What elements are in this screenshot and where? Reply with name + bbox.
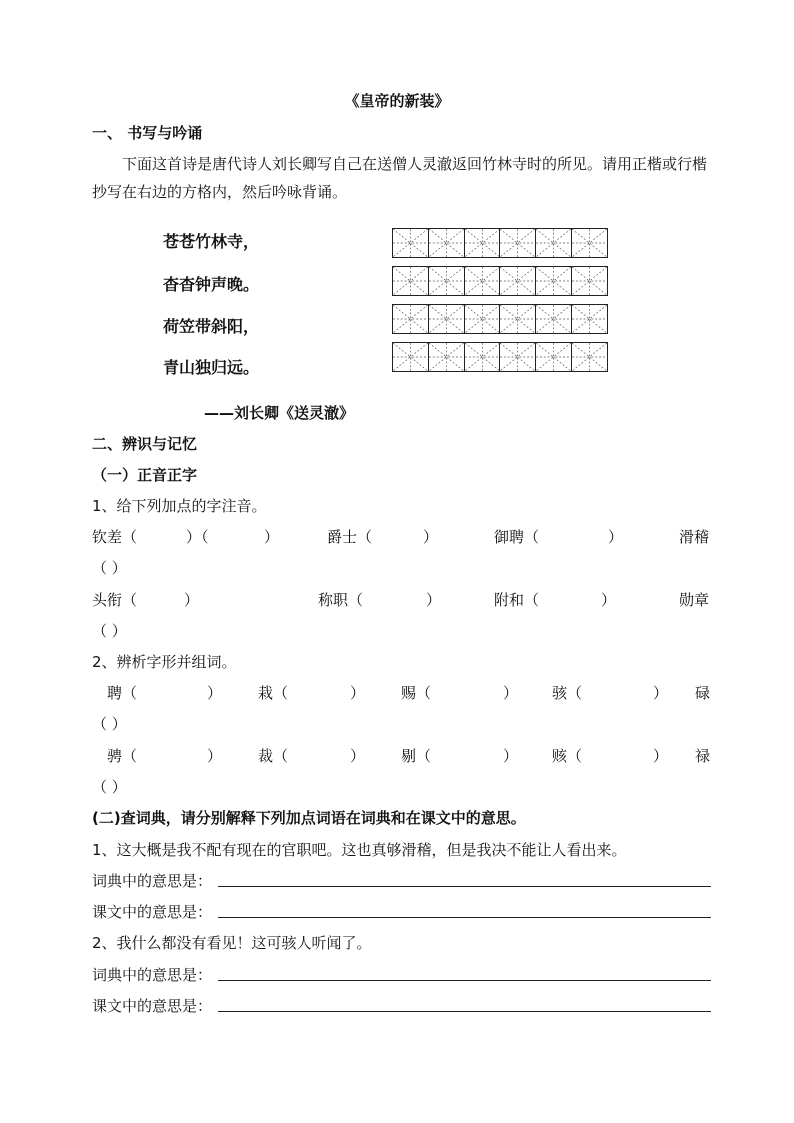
pinyin-item: 御聘（: [494, 528, 540, 546]
sub2-q2-sentence: 2、我什么都没有看见！这可骇人听闻了。: [92, 934, 372, 952]
dict-meaning-answer-line[interactable]: [218, 886, 711, 887]
pinyin-item: （ ）: [92, 559, 127, 577]
writing-cell[interactable]: [393, 267, 429, 295]
word-item: 骋（: [107, 747, 138, 765]
writing-cell[interactable]: [465, 267, 501, 295]
section2-heading: 二、辨识与记忆: [92, 435, 198, 453]
writing-grid-row-1[interactable]: [392, 228, 608, 258]
writing-cell[interactable]: [572, 343, 607, 371]
writing-cell[interactable]: [572, 267, 607, 295]
writing-cell[interactable]: [393, 343, 429, 371]
pinyin-item: ）: [426, 591, 442, 609]
dict-meaning-answer-line[interactable]: [218, 980, 711, 981]
dict-meaning-label: 词典中的意思是：: [92, 966, 213, 984]
pinyin-item: ）: [601, 591, 617, 609]
q2-prompt: 2、辨析字形并组词。: [92, 653, 237, 671]
writing-grid-row-3[interactable]: [392, 304, 608, 334]
word-item: ）: [653, 684, 669, 702]
writing-cell[interactable]: [536, 229, 572, 257]
word-item: 赐（: [401, 684, 432, 702]
pinyin-item: 附和（: [494, 591, 540, 609]
pinyin-item: 滑稽: [679, 528, 710, 546]
word-item: ）: [350, 684, 366, 702]
writing-cell[interactable]: [393, 305, 429, 333]
writing-cell[interactable]: [500, 229, 536, 257]
word-item: ）: [350, 747, 366, 765]
writing-cell[interactable]: [465, 343, 501, 371]
text-meaning-label: 课文中的意思是：: [92, 903, 213, 921]
word-item: （ ）: [92, 715, 127, 733]
writing-cell[interactable]: [500, 305, 536, 333]
writing-cell[interactable]: [572, 229, 607, 257]
writing-cell[interactable]: [429, 229, 465, 257]
page-title: 《皇帝的新装》: [344, 92, 450, 110]
section1-heading: 一、 书写与吟诵: [92, 124, 203, 142]
writing-cell[interactable]: [536, 267, 572, 295]
pinyin-item: 头衔（: [92, 591, 138, 609]
writing-grid-row-2[interactable]: [392, 266, 608, 296]
writing-cell[interactable]: [536, 343, 572, 371]
word-item: 剔（: [401, 747, 432, 765]
sub2-heading: (二)查词典，请分别解释下列加点词语在词典和在课文中的意思。: [92, 809, 526, 827]
writing-cell[interactable]: [500, 267, 536, 295]
word-item: ）: [503, 684, 519, 702]
word-item: 聘（: [107, 684, 138, 702]
word-item: （ ）: [92, 778, 127, 796]
pinyin-item: ）（: [186, 528, 209, 546]
pinyin-item: （ ）: [92, 622, 127, 640]
word-item: 禄: [695, 747, 711, 765]
text-meaning-label: 课文中的意思是：: [92, 997, 213, 1015]
poem-line-1: 苍苍竹林寺，: [163, 232, 260, 251]
writing-cell[interactable]: [536, 305, 572, 333]
poem-line-2: 杳杳钟声晚。: [163, 275, 260, 294]
word-item: 碌: [695, 684, 711, 702]
word-item: 赅（: [552, 747, 583, 765]
pinyin-item: 钦差（: [92, 528, 138, 546]
word-item: ）: [207, 684, 223, 702]
text-meaning-answer-line[interactable]: [218, 917, 711, 918]
pinyin-item: 勋章: [679, 591, 710, 609]
word-item: ）: [207, 747, 223, 765]
pinyin-item: ）: [264, 528, 280, 546]
pinyin-item: ）: [608, 528, 624, 546]
word-item: 栽（: [258, 684, 289, 702]
writing-cell[interactable]: [393, 229, 429, 257]
writing-cell[interactable]: [429, 305, 465, 333]
sub2-q1-sentence: 1、这大概是我不配有现在的官职吧。这也真够滑稽，但是我决不能让人看出来。: [92, 841, 627, 859]
poem-attribution: ——刘长卿《送灵澈》: [204, 404, 355, 422]
text-meaning-answer-line[interactable]: [218, 1011, 711, 1012]
dict-meaning-label: 词典中的意思是：: [92, 872, 213, 890]
writing-cell[interactable]: [572, 305, 607, 333]
word-item: ）: [653, 747, 669, 765]
word-item: ）: [503, 747, 519, 765]
writing-cell[interactable]: [465, 305, 501, 333]
writing-cell[interactable]: [500, 343, 536, 371]
writing-grid-row-4[interactable]: [392, 342, 608, 372]
writing-cell[interactable]: [465, 229, 501, 257]
poem-line-4: 青山独归远。: [163, 358, 260, 377]
writing-cell[interactable]: [429, 267, 465, 295]
sub1-heading: （一）正音正字: [92, 466, 198, 484]
pinyin-item: ）: [184, 591, 200, 609]
pinyin-item: 爵士（: [327, 528, 373, 546]
section1-instruction: 下面这首诗是唐代诗人刘长卿写自己在送僧人灵澈返回竹林寺时的所见。请用正楷或行楷抄写在右边的方格内，然后吟咏背诵。: [92, 155, 708, 201]
writing-cell[interactable]: [429, 343, 465, 371]
poem-line-3: 荷笠带斜阳，: [163, 317, 260, 336]
q1-prompt: 1、给下列加点的字注音。: [92, 497, 267, 515]
word-item: 骇（: [552, 684, 583, 702]
word-item: 裁（: [258, 747, 289, 765]
pinyin-item: ）: [423, 528, 439, 546]
pinyin-item: 称职（: [318, 591, 364, 609]
